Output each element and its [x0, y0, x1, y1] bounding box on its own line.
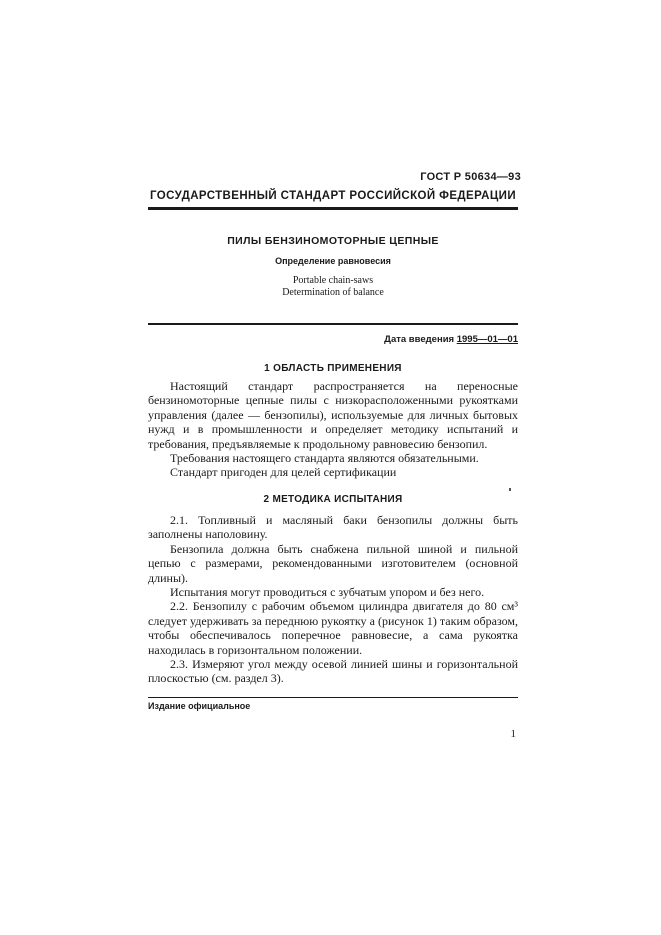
- section-2-paragraph: 2.2. Бензопилу с рабочим объемом цилиндра двигателя до 80 см³ следует удерживать за переднюю рукоятку a (рисунок 1) таким образом, чтобы обеспечивалось поперечное равновесие, а сама рукоятка находилась в горизонтальном положении.: [148, 599, 518, 657]
- section-2-paragraph: Испытания могут проводиться с зубчатым упором и без него.: [170, 585, 485, 600]
- section-2-paragraph: 2.1. Топливный и масляный баки бензопилы должны быть заполнены наполовину.: [148, 513, 518, 542]
- edition-label: Издание официальное: [148, 701, 251, 711]
- section-2-paragraph: 2.3. Измеряют угол между осевой линией шины и горизонтальной плоскостью (см. раздел 3).: [148, 657, 518, 686]
- header-rule: [148, 207, 518, 210]
- english-title: [148, 275, 518, 299]
- title-rule: [148, 323, 518, 325]
- english-title-line-1: Portable chain-saws: [292, 275, 374, 286]
- section-1-body: [148, 379, 518, 480]
- standard-title: ГОСУДАРСТВЕННЫЙ СТАНДАРТ РОССИЙСКОЙ ФЕДЕРАЦИИ: [149, 190, 516, 202]
- english-title-line-2: Determination of balance: [282, 287, 384, 298]
- section-2-paragraph: Бензопила должна быть снабжена пильной шиной и пильной цепью с размерами, рекомендованными изготовителем (основной длины).: [148, 541, 518, 585]
- document-title: ПИЛЫ БЕНЗИНОМОТОРНЫЕ ЦЕПНЫЕ: [227, 235, 439, 247]
- section-1-paragraph: Настоящий стандарт распространяется на переносные бензиномоторные цепные пилы с низкорасположенными рукоятками управления (далее — бензопилы), используемые для личных бытовых нужд и в промышленности и определяет методику испытаний и требования, предъявляемые к продольному равновесию бензопил.: [148, 379, 518, 451]
- page-number: 1: [510, 728, 516, 740]
- document-subtitle: Определение равновесия: [275, 256, 391, 266]
- footer-rule: [148, 697, 518, 698]
- introduction-date-label: Дата введения: [384, 334, 455, 345]
- introduction-date: [384, 334, 518, 345]
- section-1-paragraph: Требования настоящего стандарта являются обязательными.: [170, 451, 479, 466]
- section-2-heading: 2 МЕТОДИКА ИСПЫТАНИЯ: [263, 494, 403, 505]
- speck-mark: [509, 488, 511, 491]
- standard-code: ГОСТ Р 50634—93: [420, 171, 521, 183]
- section-1-heading: 1 ОБЛАСТЬ ПРИМЕНЕНИЯ: [264, 363, 402, 374]
- section-1-paragraph: Стандарт пригоден для целей сертификации: [170, 465, 397, 480]
- introduction-date-value: 1995—01—01: [456, 334, 518, 345]
- section-2-body: [148, 513, 518, 686]
